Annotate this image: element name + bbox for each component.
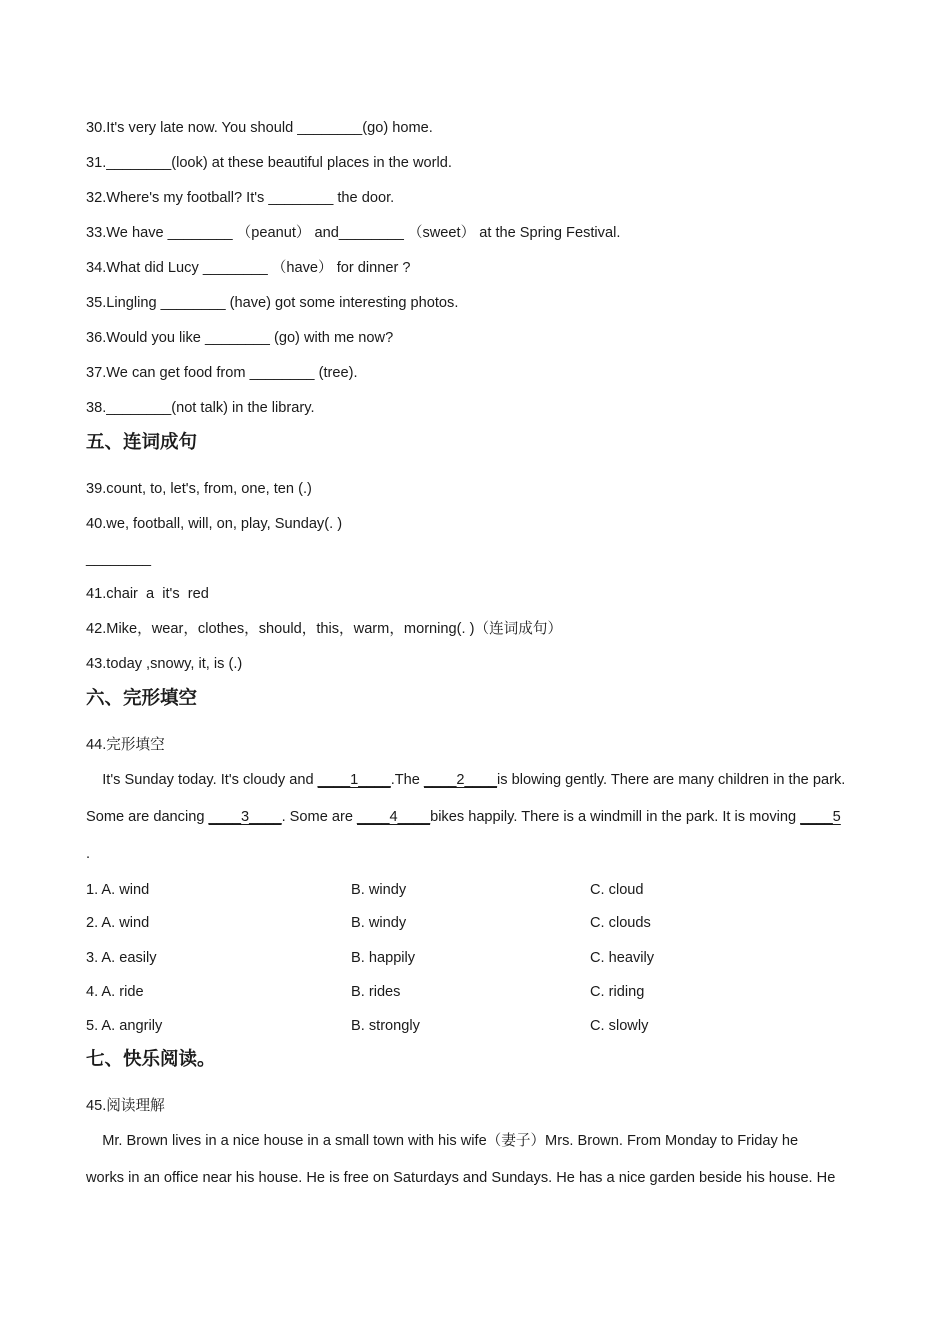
passage-text: .The (390, 772, 424, 788)
option-1b: B. windy (351, 882, 407, 898)
blank-2: ____2____ (423, 772, 498, 788)
question-42: 42.Mike，wear，clothes，should，this，warm，morning(. )（连词成句） (86, 621, 563, 637)
option-2a: 2. A. wind (86, 915, 150, 931)
question-38: 38.________(not talk) in the library. (86, 400, 315, 416)
section-7-heading: 七、快乐阅读。 (86, 1049, 216, 1070)
question-40: 40.we, football, will, on, play, Sunday(. ) (86, 516, 343, 532)
passage-text: bikes happily. There is a windmill in the park. It is moving (430, 809, 801, 825)
option-4c: C. riding (590, 984, 645, 1000)
question-36: 36.Would you like ________ (go) with me now? (86, 330, 394, 346)
option-2b: B. windy (351, 915, 407, 931)
option-1a: 1. A. wind (86, 882, 150, 898)
section-5-heading: 五、连词成句 (86, 432, 198, 453)
reading-passage-line-2: works in an office near his house. He is free on Saturdays and Sundays. He has a nice garden beside his house. He (86, 1170, 836, 1186)
question-34: 34.What did Lucy ________ （have） for dinner ? (86, 260, 411, 276)
cloze-passage-line-3: . (86, 846, 91, 862)
cloze-passage-line-1 (86, 770, 845, 790)
question-37: 37.We can get food from ________ (tree). (86, 365, 358, 381)
option-1c: C. cloud (590, 882, 644, 898)
option-5b: B. strongly (351, 1018, 420, 1034)
passage-text: Some are dancing (86, 809, 209, 825)
question-41: 41.chair a it's red (86, 586, 209, 602)
option-3c: C. heavily (590, 950, 655, 966)
answer-blank-line: ________ (86, 551, 151, 567)
option-5c: C. slowly (590, 1018, 649, 1034)
passage-text: It's Sunday today. It's cloudy and (86, 772, 318, 788)
option-4b: B. rides (351, 984, 401, 1000)
question-32: 32.Where's my football? It's ________ the door. (86, 190, 395, 206)
question-43: 43.today ,snowy, it, is (.) (86, 656, 243, 672)
question-39: 39.count, to, let's, from, one, ten (.) (86, 481, 312, 497)
option-2c: C. clouds (590, 915, 651, 931)
question-45: 45.阅读理解 (86, 1098, 165, 1114)
passage-text: is blowing gently. There are many children in the park. (497, 772, 846, 788)
question-35: 35.Lingling ________ (have) got some interesting photos. (86, 295, 459, 311)
blank-5: ____5 (800, 809, 841, 825)
cloze-passage-line-2 (86, 807, 841, 827)
option-3a: 3. A. easily (86, 950, 157, 966)
question-30: 30.It's very late now. You should ________(go) home. (86, 120, 433, 136)
option-3b: B. happily (351, 950, 416, 966)
blank-1: ____1____ (317, 772, 391, 788)
section-6-heading: 六、完形填空 (86, 688, 198, 709)
reading-passage-line-1: Mr. Brown lives in a nice house in a small town with his wife（妻子）Mrs. Brown. From Monday to Friday he (86, 1133, 799, 1149)
question-33: 33.We have ________ （peanut） and________ （sweet） at the Spring Festival. (86, 225, 621, 241)
blank-3: ____3____ (208, 809, 282, 825)
question-44: 44.完形填空 (86, 737, 165, 753)
option-4a: 4. A. ride (86, 984, 144, 1000)
passage-text: . Some are (281, 809, 358, 825)
blank-4: ____4____ (357, 809, 431, 825)
question-31: 31.________(look) at these beautiful places in the world. (86, 155, 452, 171)
option-5a: 5. A. angrily (86, 1018, 163, 1034)
